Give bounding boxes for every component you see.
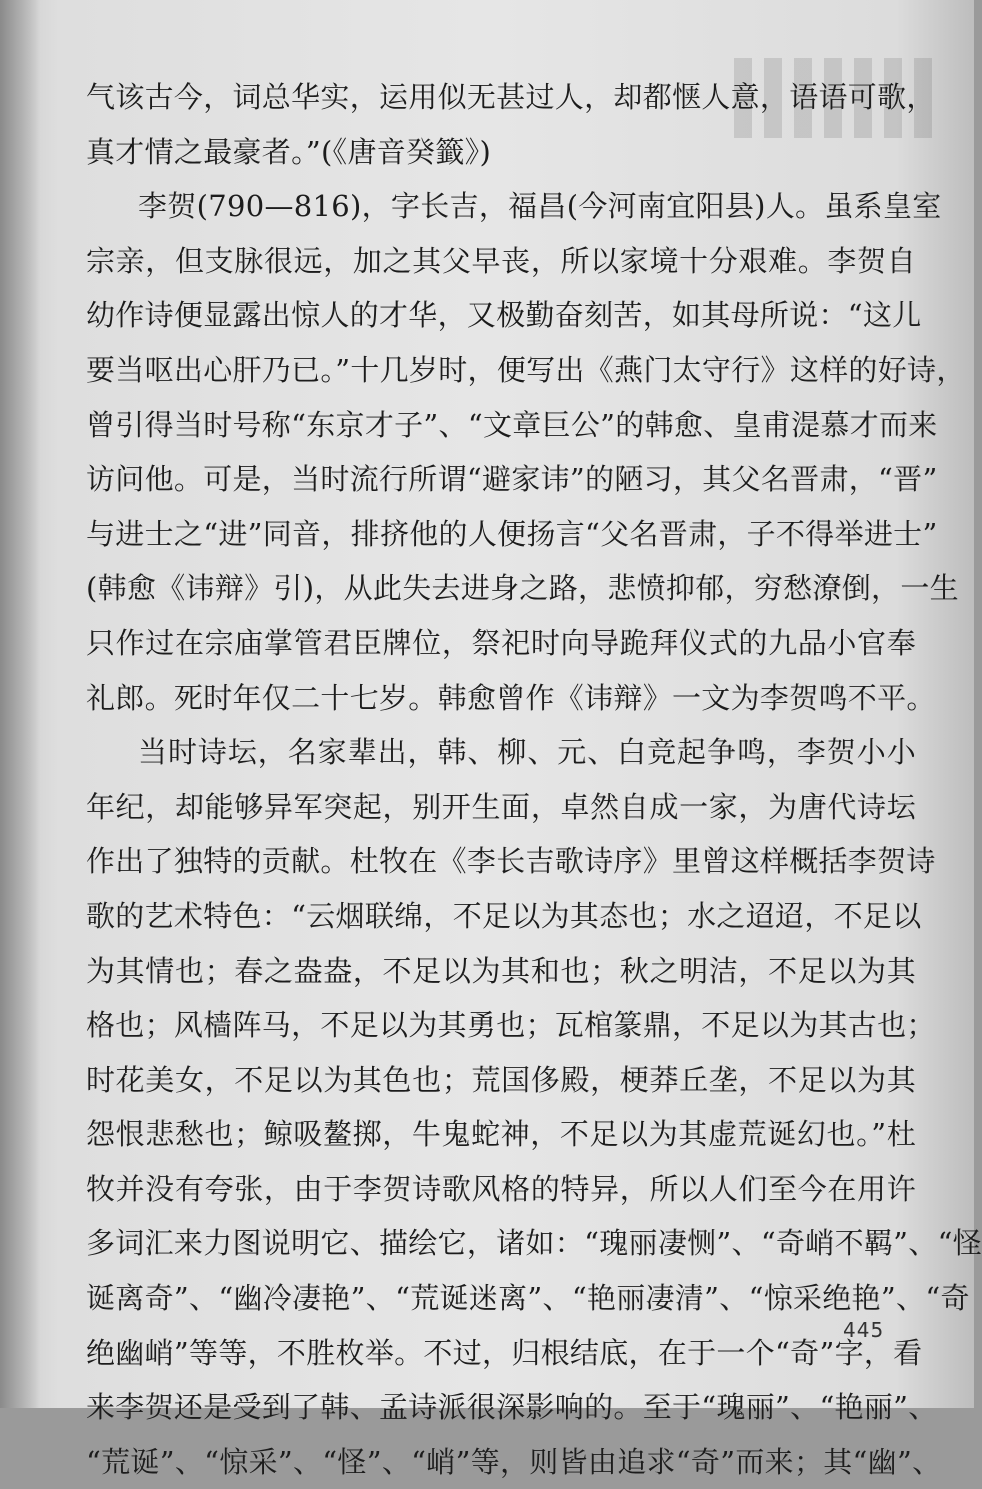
text-line: 诞离奇”、“幽冷凄艳”、“荒诞迷离”、“艳丽凄清”、“惊采绝艳”、“奇	[86, 1281, 970, 1316]
text-line: 时花美女，不足以为其色也；荒国侈殿，梗莽丘垄，不足以为其	[86, 1062, 916, 1097]
text-line: 只作过在宗庙掌管君臣牌位，祭祀时向导跪拜仪式的九品小官奉	[86, 625, 916, 660]
text-line: 怨恨悲愁也；鲸吸鳌掷，牛鬼蛇神，不足以为其虚荒诞幻也。”杜	[86, 1117, 916, 1152]
page-spine-shadow	[0, 0, 40, 1408]
text-line: 格也；风樯阵马，不足以为其勇也；瓦棺篆鼎，不足以为其古也；	[86, 1008, 936, 1043]
text-line: 要当呕出心肝乃已。”十几岁时，便写出《燕门太守行》这样的好诗，	[86, 352, 966, 387]
text-line: 歌的艺术特色：“云烟联绵，不足以为其态也；水之迢迢，不足以	[86, 898, 922, 933]
text-line: 为其情也；春之盎盎，不足以为其和也；秋之明洁，不足以为其	[86, 953, 916, 988]
text-line: 多词汇来力图说明它、描绘它，诸如：“瑰丽凄恻”、“奇峭不羁”、“怪	[86, 1226, 982, 1261]
text-line: 年纪，却能够异军突起，别开生面，卓然自成一家，为唐代诗坛	[86, 789, 916, 824]
text-line: 作出了独特的贡献。杜牧在《李长吉歌诗序》里曾这样概括李贺诗	[86, 844, 936, 879]
text-line: 来李贺还是受到了韩、孟诗派很深影响的。至于“瑰丽”、“艳丽”、	[86, 1390, 938, 1425]
text-line: 绝幽峭”等等，不胜枚举。不过，归根结底，在于一个“奇”字，看	[86, 1335, 923, 1370]
text-line: 李贺(790—816)，字长吉，福昌(今河南宜阳县)人。虽系皇室	[138, 189, 942, 224]
page-number: 445	[843, 1318, 885, 1342]
text-line: 礼郎。死时年仅二十七岁。韩愈曾作《讳辩》一文为李贺鸣不平。	[86, 680, 936, 715]
text-line: “荒诞”、“惊采”、“怪”、“峭”等，则皆由追求“奇”而来；其“幽”、	[86, 1444, 942, 1479]
text-line: 宗亲，但支脉很远，加之其父早丧，所以家境十分艰难。李贺自	[86, 243, 916, 278]
text-line: 与进士之“进”同音，排挤他的人便扬言“父名晋肃，子不得举进士”	[86, 516, 938, 551]
body-text	[86, 70, 982, 1489]
text-line: 牧并没有夸张，由于李贺诗歌风格的特异，所以人们至今在用许	[86, 1171, 916, 1206]
text-line: 真才情之最豪者。”(《唐音癸籤》)	[86, 134, 492, 169]
text-line: (韩愈《讳辩》引)，从此失去进身之路，悲愤抑郁，穷愁潦倒，一生	[86, 571, 959, 606]
text-line: 气该古今，词总华实，运用似无甚过人，却都惬人意，语语可歌，	[86, 80, 936, 114]
text-line: 幼作诗便显露出惊人的才华，又极勤奋刻苦，如其母所说：“这儿	[86, 298, 922, 333]
text-line: 曾引得当时号称“东京才子”、“文章巨公”的韩愈、皇甫湜慕才而来	[86, 407, 938, 442]
text-line: 当时诗坛，名家辈出，韩、柳、元、白竞起争鸣，李贺小小	[138, 735, 916, 770]
text-line: 访问他。可是，当时流行所谓“避家讳”的陋习，其父名晋肃，“晋”	[86, 462, 938, 497]
